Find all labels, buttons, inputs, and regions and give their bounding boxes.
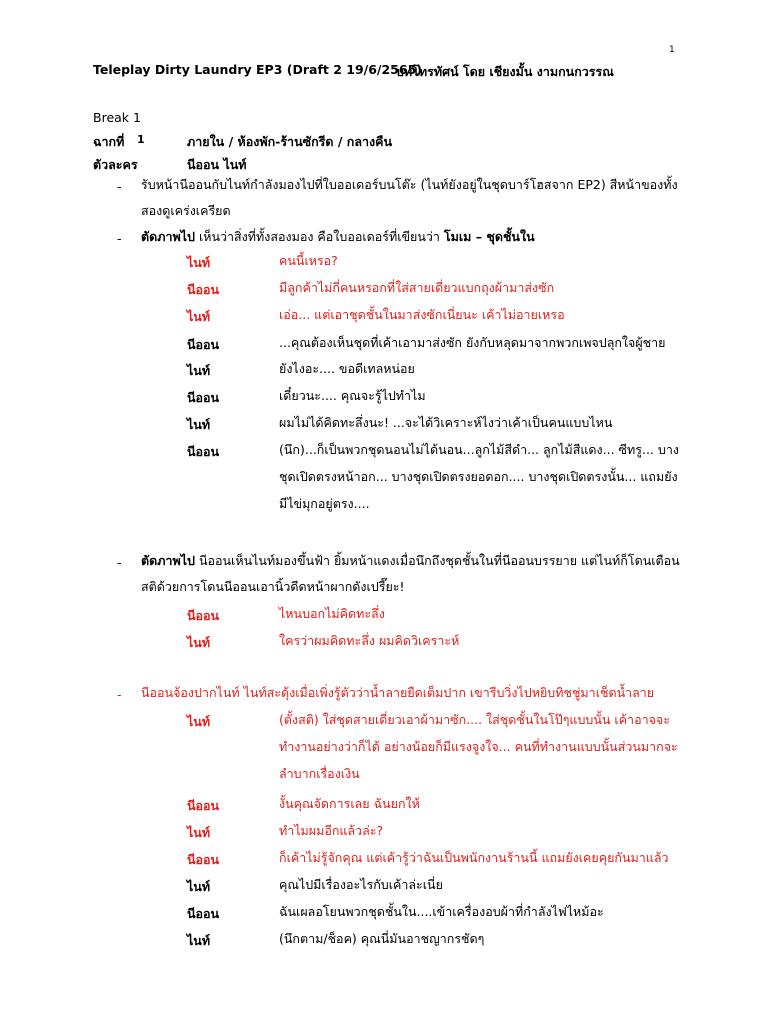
break-label: Break 1	[93, 110, 141, 125]
header-byline: บทโทรทัศน์ โดย เชียงมั้น งามกนกวรรณ	[396, 64, 614, 79]
action-text: เห็นว่าสิ่งที่ทั้งสองมอง คือใบออเดอร์ที่เขียนว่า	[198, 229, 440, 244]
scene-label: ฉากที่	[93, 134, 125, 149]
dialogue-line: ยังไงอะ.... ขอดีเทลหน่อย	[279, 361, 415, 376]
dialogue-line: งั้นคุณจัดการเลย ฉันยกให้	[279, 796, 420, 811]
dialogue-line: ไหนบอกไม่คิดทะลึ่ง	[279, 606, 385, 621]
dialogue-line: ก็เค้าไม่รู้จักคุณ แต่เค้ารู้ว่าฉันเป็นพนักงานร้านนี้ แถมยังเคยคุยกันมาแล้ว	[279, 850, 669, 865]
action-cut-label: ตัดภาพไป	[141, 553, 195, 568]
dialogue-line: (นึก)...ก็เป็นพวกชุดนอนไม่ได้นอน...ลูกไม้สีดำ... ลูกไม้สีแดง... ซีทรู... บางชุดเปิดตรงหน้าอก... บางชุดเปิดตรงยอดอก.... บางชุดเปิดตรงนั้น... แถมยังมีไข่มุกอยู่ตรง....	[279, 442, 679, 511]
speaker: ไนท์	[187, 933, 211, 948]
speaker: ไนท์	[187, 825, 211, 840]
dialogue-line: ฉันเผลอโยนพวกชุดชั้นใน....เข้าเครื่องอบผ้าที่กำลังไฟไหม้อะ	[279, 904, 604, 919]
dialogue-line: คุณไปมีเรื่องอะไรกับเค้าล่ะเนี่ย	[279, 877, 443, 892]
dialogue-line: ผมไม่ได้คิดทะลึ่งนะ! ...จะได้วิเคราะห์ไงว่าเค้าเป็นคนแบบไหน	[279, 415, 613, 430]
scene-location: ภายใน / ห้องพัก-ร้านซักรีด / กลางคืน	[187, 134, 393, 149]
action-cut-label: ตัดภาพไป	[141, 229, 195, 244]
speaker: ไนท์	[187, 363, 211, 378]
speaker: ไนท์	[187, 309, 211, 324]
scene-number: 1	[137, 133, 145, 146]
characters-label: ตัวละคร	[93, 157, 138, 172]
dialogue-line: มีลูกค้าไม่กี่คนหรอกที่ใส่สายเดี่ยวแบกถุงผ้ามาส่งซัก	[279, 280, 555, 295]
dialogue-line: ใครว่าผมคิดทะลึ่ง ผมคิดวิเคราะห์	[279, 633, 460, 648]
speaker: นีออน	[187, 906, 220, 921]
page-number: 1	[669, 45, 675, 55]
characters-list: นีออน ไนท์	[187, 157, 247, 172]
dialogue-line: คนนี้เหรอ?	[279, 253, 338, 268]
dialogue-line: (ตั้งสติ) ใส่ชุดสายเดี่ยวเอาผ้ามาซัก.... ใส่ชุดชั้นในโป๊ๆแบบนั้น เค้าอาจจะทำงานอย่างว่าก็ได้ อย่างน้อยก็มีแรงจูงใจ... คนที่ทำงานแบบนั้นส่วนมากจะลำบากเรื่องเงิน	[279, 712, 678, 781]
speaker: นีออน	[187, 852, 220, 867]
speaker: นีออน	[187, 390, 220, 405]
speaker: นีออน	[187, 608, 220, 623]
speaker: ไนท์	[187, 417, 211, 432]
bullet: -	[117, 687, 122, 702]
speaker: ไนท์	[187, 255, 211, 270]
bullet: -	[117, 555, 122, 570]
dialogue-line: ทำไมผมอีกแล้วล่ะ?	[279, 823, 384, 838]
order-text: โมเม – ชุดชั้นใน	[443, 229, 535, 244]
bullet: -	[117, 179, 122, 194]
speaker: นีออน	[187, 337, 220, 352]
dialogue-line: เอ่อ... แต่เอาชุดชั้นในมาส่งซักเนี่ยนะ เค้าไม่อายเหรอ	[279, 307, 565, 322]
speaker: ไนท์	[187, 635, 211, 650]
dialogue-line: เดี๋ยวนะ.... คุณจะรู้ไปทำไม	[279, 388, 426, 403]
speaker: นีออน	[187, 798, 220, 813]
header-title: Teleplay Dirty Laundry EP3 (Draft 2 19/6/2565)	[93, 62, 422, 77]
speaker: ไนท์	[187, 714, 211, 729]
speaker: นีออน	[187, 282, 220, 297]
speaker: นีออน	[187, 444, 220, 459]
dialogue-line: ...คุณต้องเห็นชุดที่เค้าเอามาส่งซัก ยังกับหลุดมาจากพวกเพจปลุกใจผู้ชาย	[279, 335, 666, 350]
action-text: นีออนเห็นไนท์มองขึ้นฟ้า ยิ้มหน้าแดงเมื่อนึกถึงชุดชั้นในที่นีออนบรรยาย แต่ไนท์ก็โดนเตือนสติด้วยการโดนนีออนเอานิ้วดีดหน้าผากดังเปรี๊ยะ!	[141, 553, 680, 594]
document-header	[93, 62, 614, 79]
action-line: นีออนจ้องปากไนท์ ไนท์สะดุ้งเมื่อเพิ่งรู้ตัวว่าน้ำลายยืดเต็มปาก เขารีบวิ่งไปหยิบทิชชู่มาเช็ดน้ำลาย	[141, 685, 655, 700]
bullet: -	[117, 231, 122, 246]
action-line: รับหน้านีออนกับไนท์กำลังมองไปที่ใบออเดอร์บนโต๊ะ (ไนท์ยังอยู่ในชุดบาร์โฮสจาก EP2) สีหน้าของทั้งสองดูเคร่งเครียด	[141, 177, 678, 218]
speaker: ไนท์	[187, 879, 211, 894]
action-line	[141, 548, 681, 600]
dialogue-line: (นึกตาม/ช็อค) คุณนี่มันอาชญากรชัดๆ	[279, 931, 485, 946]
